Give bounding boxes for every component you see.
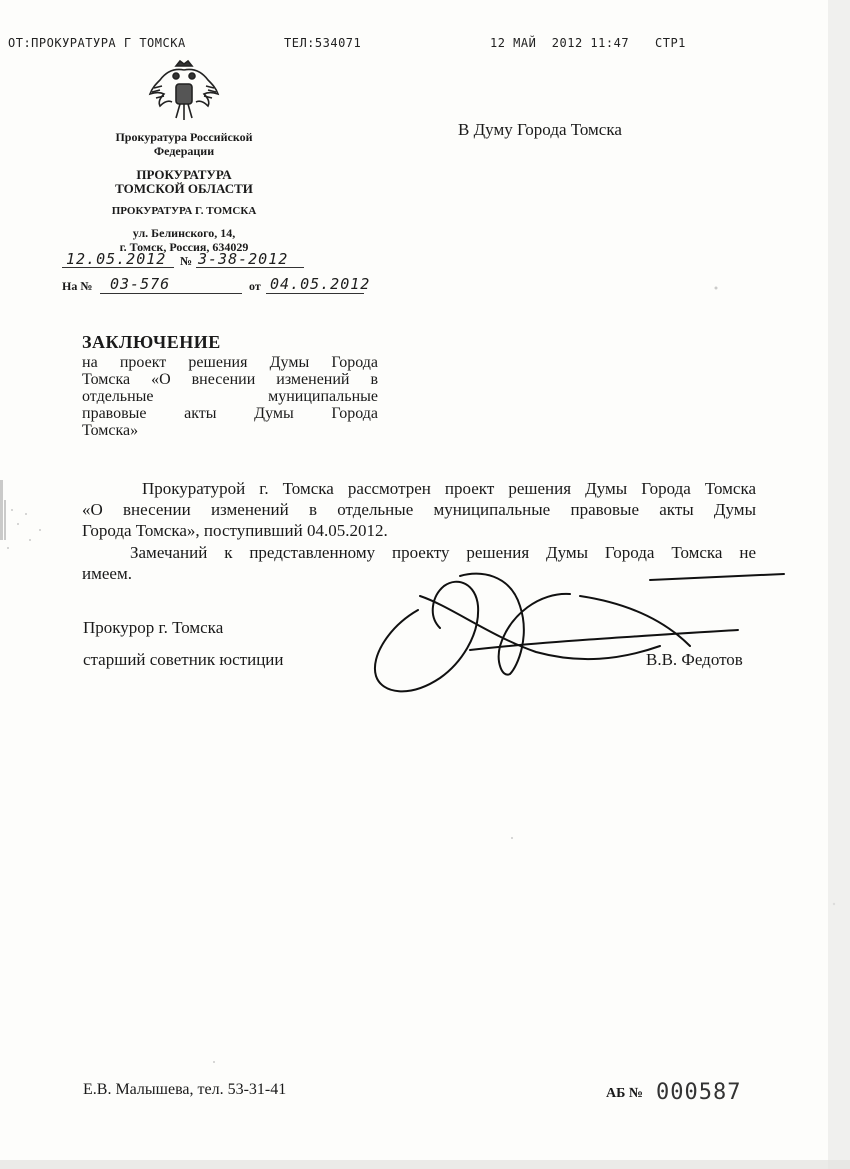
ref-date-label: от xyxy=(249,279,261,293)
subject-line: Томска» xyxy=(82,422,139,439)
address-line-1: ул. Белинского, 14, xyxy=(132,226,236,240)
org-line-1: Прокуратура Российской xyxy=(115,130,253,144)
fax-sender: ОТ:ПРОКУРАТУРА Г ТОМСКА xyxy=(8,36,186,50)
addressee: В Думу Города Томска xyxy=(458,120,622,139)
signer-position: Прокурор г. Томска xyxy=(83,618,224,637)
subject-line: Томска «О внесении изменений в xyxy=(82,371,378,388)
number-underline xyxy=(196,267,304,268)
paragraph-line: Замечаний к представленному проекту решения Думы Города Томска не xyxy=(130,543,756,562)
registration-date: 12.05.2012 xyxy=(66,250,167,268)
registration-number-label: № xyxy=(180,254,193,268)
paragraph-line: Города Томска», поступивший 04.05.2012. xyxy=(82,521,388,540)
signer-name: В.В. Федотов xyxy=(646,650,743,669)
document-subject xyxy=(82,354,378,439)
paragraph-line: имеем. xyxy=(82,564,132,583)
signer-rank: старший советник юстиции xyxy=(83,650,284,669)
ref-date: 04.05.2012 xyxy=(270,275,371,293)
coat-of-arms-icon xyxy=(146,58,222,128)
paragraph-line: «О внесении изменений в отдельные муниципальные правовые акты Думы xyxy=(82,500,756,519)
paragraph-line: Прокуратурой г. Томска рассмотрен проект решения Думы Города Томска xyxy=(142,479,756,498)
region-line-2: ТОМСКОЙ ОБЛАСТИ xyxy=(115,181,253,196)
org-line-2: Федерации xyxy=(153,144,215,158)
city-office: ПРОКУРАТУРА Г. ТОМСКА xyxy=(111,205,257,217)
registration-number: 3-38-2012 xyxy=(198,250,289,268)
executor-contact: Е.В. Малышева, тел. 53-31-41 xyxy=(83,1081,287,1098)
fax-phone: ТЕЛ:534071 xyxy=(284,36,362,50)
letterhead-org xyxy=(88,130,280,158)
letterhead-region xyxy=(88,168,280,196)
handwritten-signature xyxy=(360,566,790,702)
region-line-1: ПРОКУРАТУРА xyxy=(136,167,232,182)
date-underline xyxy=(62,267,174,268)
fax-datetime: 12 МАЙ 2012 11:47 xyxy=(490,36,630,50)
ref-underline xyxy=(100,293,242,294)
fax-page: СТР1 xyxy=(655,36,686,50)
address-line-2: г. Томск, Россия, 634029 xyxy=(119,240,249,254)
series-label: АБ № xyxy=(606,1086,643,1101)
paragraph-review xyxy=(82,478,756,541)
subject-line: на проект решения Думы Города xyxy=(82,354,378,371)
subject-line: правовые акты Думы Города xyxy=(82,405,378,422)
ref-date-underline xyxy=(266,293,364,294)
ref-number: 03-576 xyxy=(110,275,171,293)
ref-label: На № xyxy=(62,279,93,293)
series-number: 000587 xyxy=(656,1080,742,1105)
document-title: ЗАКЛЮЧЕНИЕ xyxy=(82,332,221,352)
subject-line: отдельные муниципальные xyxy=(82,388,378,405)
